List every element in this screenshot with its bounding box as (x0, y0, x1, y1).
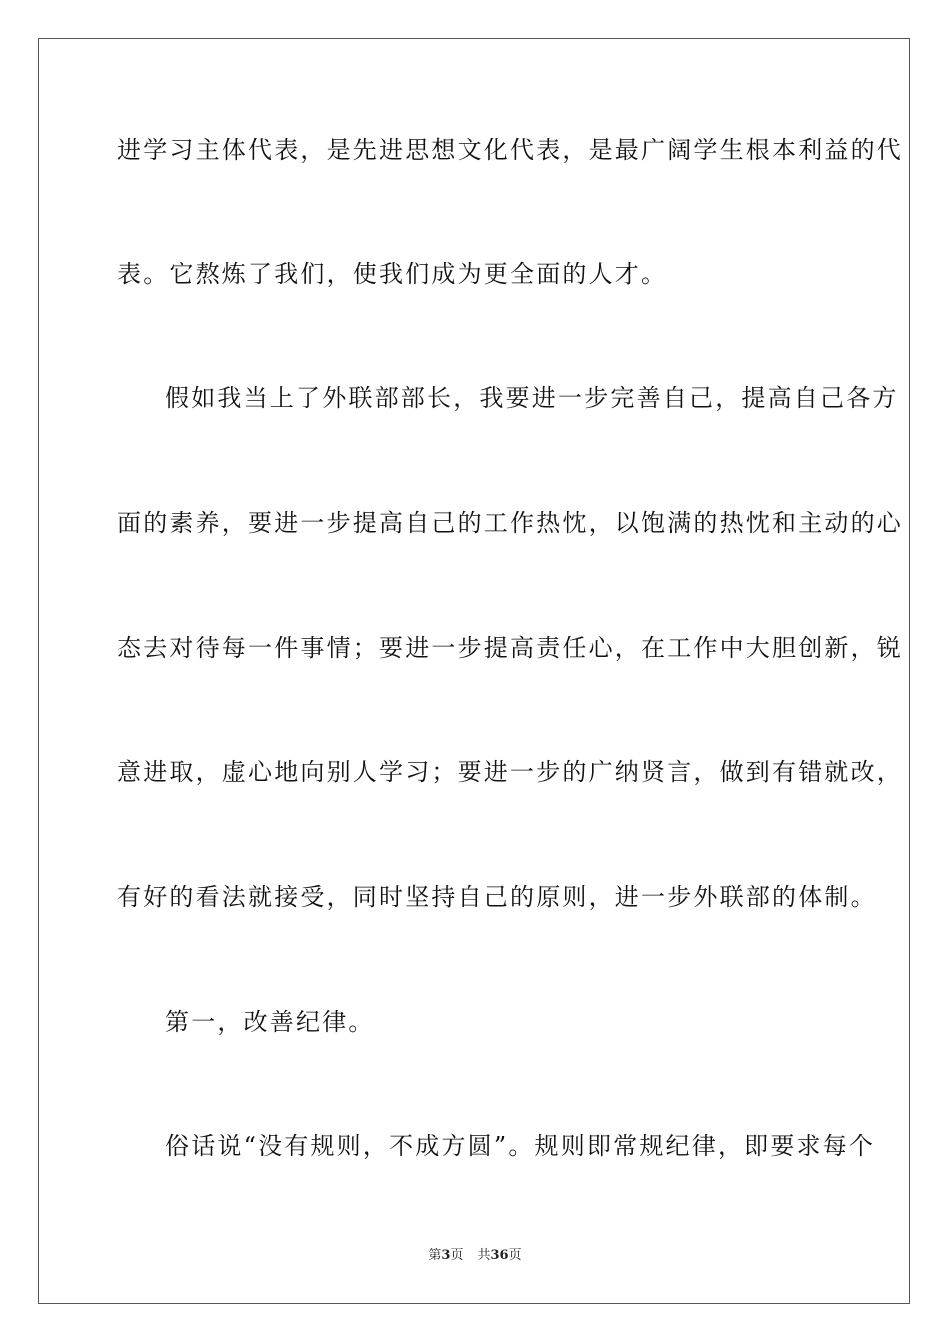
total-prefix: 共 (477, 1248, 491, 1263)
total-page-count: 36 (490, 1248, 509, 1263)
text-line-9: 俗话说“没有规则，不成方圆”。规则即常规纪律，即要求每个 (165, 1132, 876, 1160)
text-line-2: 表。它熬炼了我们，使我们成为更全面的人才。 (117, 260, 668, 288)
page-prefix: 第 (428, 1248, 442, 1263)
total-suffix: 页 (508, 1248, 522, 1263)
text-line-7: 有好的看法就接受，同时坚持自己的原则，进一步外联部的体制。 (117, 883, 877, 911)
page-suffix: 页 (450, 1248, 464, 1263)
text-line-3: 假如我当上了外联部部长，我要进一步完善自己，提高自己各方 (165, 384, 899, 412)
text-line-4: 面的素养，要进一步提高自己的工作热忱，以饱满的热忱和主动的心 (117, 509, 903, 537)
current-page-number: 3 (441, 1248, 451, 1263)
text-line-8: 第一，改善纪律。 (165, 1008, 375, 1036)
page-footer (0, 1247, 950, 1265)
text-line-6: 意进取，虚心地向别人学习；要进一步的广纳贤言，做到有错就改， (117, 758, 903, 786)
text-line-1: 进学习主体代表，是先进思想文化代表，是最广阔学生根本利益的代 (117, 136, 903, 164)
page-border (38, 38, 910, 1304)
text-line-5: 态去对待每一件事情；要进一步提高责任心，在工作中大胆创新，锐 (117, 634, 903, 662)
